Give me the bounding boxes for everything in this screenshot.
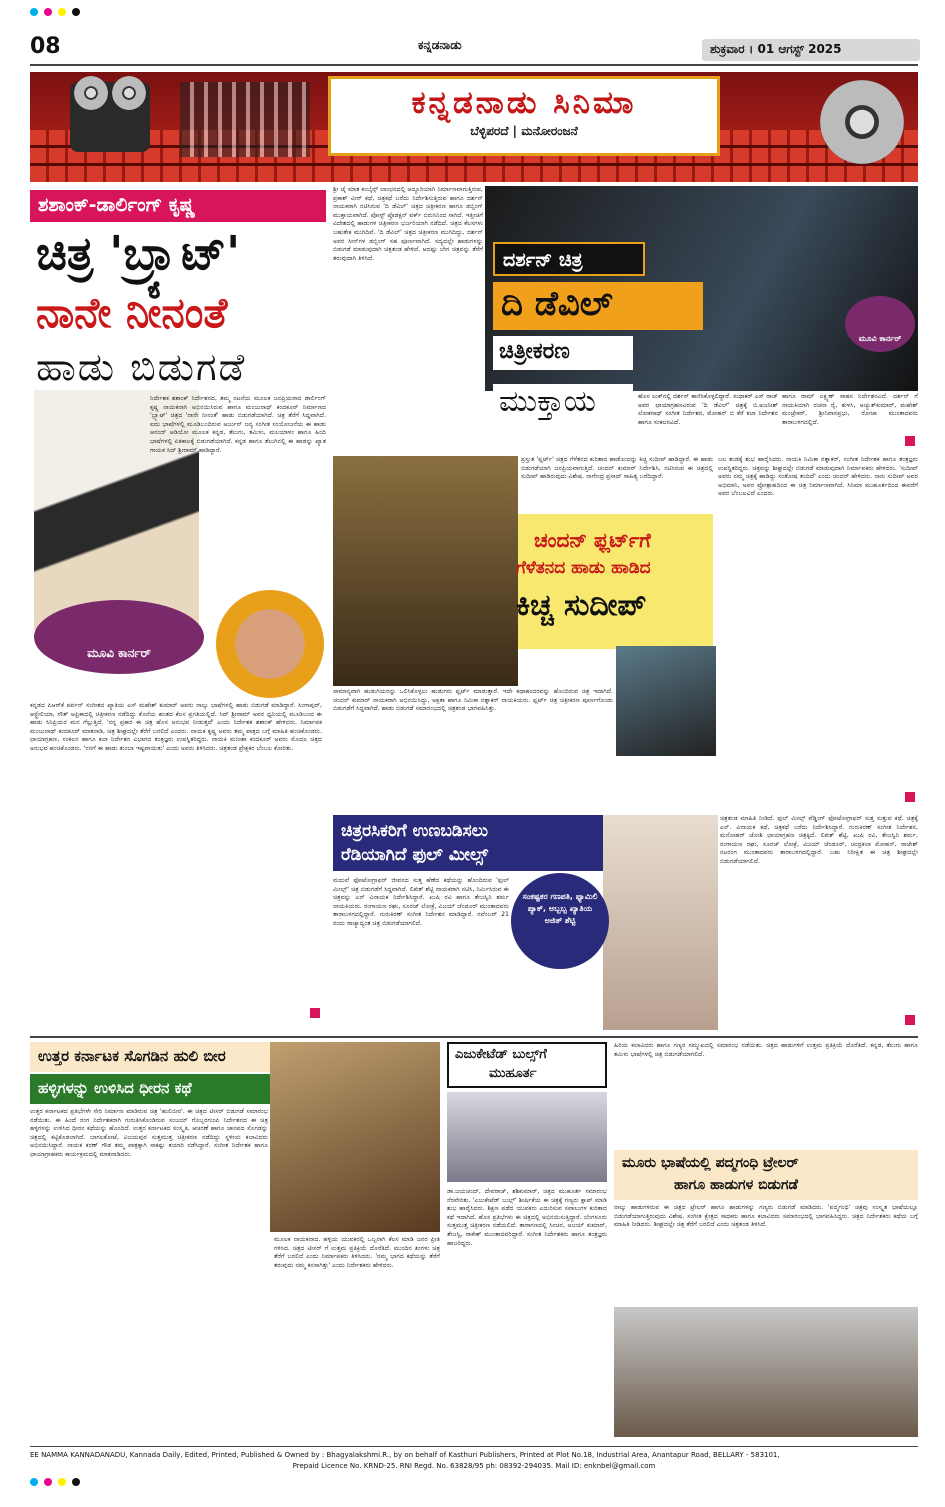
story-headline: ಹಾಡು ಬಿಡುಗಡೆ <box>36 345 247 389</box>
story-headline: ಗೆಳೆತನದ ಹಾಡು ಹಾಡಿದ <box>516 558 651 578</box>
story-col: ಬಲ ತಂಡಕ್ಕೆ ಶುಭ ಹಾರೈಸಿದರು. ನಾಯಕಿ ನಿಮಿಕಾ ರತ್ನಾಕರ್, ಸಂಗೀತ ನಿರ್ದೇಶಕ ಹಾಗೂ ತಂತ್ರಜ್ಞರು ಉಪಸ್ಥಿತರಿದ್ದರು. ಚಿತ್ರವನ್ನು ಶೀಘ್ರದಲ್ಲೇ ಬಿಡುಗಡೆ ಮಾಡುವುದಾಗಿ ನಿರ್ಮಾಪಕರು ಹೇಳಿದರು. 'ಸುದೀಪ್ ಅವರು ನಮ್ಮ ಚಿತ್ರಕ್ಕೆ ಹಾಡಿದ್ದು ಸಂತೋಷ ತಂದಿದೆ' ಎಂದು ಚಂದನ್ ಹೇಳಿದರು. ನಾನು ಸುದೀಪ್ ಅವರ ಅಭಿಮಾನಿ, ಅವರ ಪ್ರೋತ್ಸಾಹದಿಂದ ಈ ಚಿತ್ರ ನಿರ್ಮಾಣವಾಗಿದೆ. ಸಿನಿಮಾ ಮುಹೂರ್ತದಿಂದ ಈವರೆಗೆ ಅವರ ಬೆಂಬಲವಿದೆ ಎಂದರು. <box>718 456 918 498</box>
film-reel-icon <box>820 80 904 164</box>
date-label: ಶುಕ್ರವಾರ । 01 ಆಗಸ್ಟ್ 2025 <box>702 39 920 61</box>
story-huli-beera <box>30 1042 440 1442</box>
page-header <box>0 0 945 64</box>
story-educated-bulls <box>447 1042 607 1442</box>
story-headline: ಚಿತ್ರ 'ಬ್ರ್ಯಾಟ್' <box>36 226 241 280</box>
story-body: ಮೂಲಕ ನಾಯಕನಾದ. ಹಳ್ಳಿಯ ಯುವಕರಲ್ಲಿ ಒಬ್ಬನಾಗಿ ಕೆಲಸ ಮಾಡಿ ಜನರ ಪ್ರೀತಿ ಗಳಿಸಿದ. ಚಿತ್ರದ ಟೀಸರ್ ಗೆ ಉತ್ತಮ ಪ್ರತಿಕ್ರಿಯೆ ದೊರೆತಿದೆ. ಮುಂದಿನ ತಿಂಗಳು ಚಿತ್ರ ತೆರೆಗೆ ಬರಲಿದೆ ಎಂದು ನಿರ್ಮಾಪಕರು ತಿಳಿಸಿದರು. 'ನಮ್ಮ ಭಾಗದ ಕಥೆಯನ್ನು ತೆರೆಗೆ ತರುವುದು ನಮ್ಮ ಕನಸಾಗಿತ್ತು' ಎಂದು ನಿರ್ದೇಶಕರು ಹೇಳಿದರು. <box>274 1236 440 1269</box>
singer-photo <box>216 590 324 698</box>
banner-subtitle: ಬೆಳ್ಳಿಪರದೆ | ಮನೋರಂಜನೆ <box>470 124 578 138</box>
headline-box <box>614 1150 918 1200</box>
header-rule <box>30 64 918 66</box>
story-headline: ಹಾಗೂ ಹಾಡುಗಳ ಬಿಡುಗಡೆ <box>674 1177 798 1193</box>
story-col: ಹಿರಿಯ ಕಲಾವಿದರು ಹಾಗೂ ಗಣ್ಯರ ಸಮ್ಮುಖದಲ್ಲಿ ಸಮಾರಂಭ ನಡೆಯಿತು. ಚಿತ್ರದ ಹಾಡುಗಳಿಗೆ ಉತ್ತಮ ಪ್ರತಿಕ್ರಿಯೆ ದೊರೆತಿದೆ. ಕನ್ನಡ, ತೆಲುಗು ಹಾಗೂ ತಮಿಳು ಭಾಷೆಗಳಲ್ಲಿ ಚಿತ್ರ ಬಿಡುಗಡೆಯಾಗಲಿದೆ. <box>614 1042 918 1058</box>
story-headline: ಹಳ್ಳಿಗಳನ್ನು ಉಳಿಸಿದ ಧೀರನ ಕಥೆ <box>30 1074 360 1104</box>
film-strip-icon <box>180 82 310 157</box>
story-col: ಪ್ರಸ್ತುತ 'ಫ್ಲರ್ಟ್' ಚಿತ್ರದ ಗೆಳೆತನದ ಕುರಿತಾದ ಹಾಡೊಂದನ್ನು ಕಿಚ್ಚ ಸುದೀಪ್ ಹಾಡಿದ್ದಾರೆ. ಈ ಹಾಡು ಬಿಡುಗಡೆಯಾಗಿ ಜನಪ್ರಿಯವಾಗುತ್ತಿದೆ. ಚಂದನ್ ಕುಮಾರ್ ನಿರ್ದೇಶಿಸಿ, ನಟಿಸಿರುವ ಈ ಚಿತ್ರದಲ್ಲಿ ಸುದೀಪ್ ಹಾಡಿರುವುದು ವಿಶೇಷ. ನಾಗೇಂದ್ರ ಪ್ರಸಾದ್ ಸಾಹಿತ್ಯ ಬರೆದಿದ್ದಾರೆ. <box>521 456 713 481</box>
story-col: ಹಾಗೂ ರಾಮ್ ಲಕ್ಷ್ಮಣ್ ಸಾಹಸ ನಿರ್ದೇಶನವಿದೆ. ದರ್ಶನ್ ಗೆ ನಾಯಕಿಯಾಗಿ ರಚನಾ ರೈ, ತುಳಸಿ, ಅಚ್ಯುತ್‌ಕುಮಾರ್, ಮಹೇಶ್ ಮಂಜ್ರೇಕರ್, ಶ್ರೀನಿವಾಸಪ್ರಭು, ರೋಜಾ ಮುಂತಾದವರು ತಾರಾಬಳಗದಲ್ಲಿದೆ. <box>782 393 918 426</box>
story-headline: ಚಿತ್ರರಸಿಕರಿಗೆ ಉಣಬಡಿಸಲು <box>341 821 489 841</box>
color-registration-marks <box>30 8 915 16</box>
footer-licence: Prepaid Licence No. KRND-25. RNI Regd. No. 63828/95 ph: 08392-294035. Mail ID: enknbel@gmail.com <box>292 1462 656 1470</box>
headline-box <box>333 815 603 871</box>
story-col: ಚಿತ್ರತಂಡ ಮಾಹಿತಿ ನೀಡಿದೆ. ಫುಲ್ ಮೀಲ್ಸ್ ವೆಡ್ಡಿಂಗ್ ಫೋಟೋಗ್ರಾಫರ್ ಸುತ್ತ ಸುತ್ತುವ ಕಥೆ. ಚಿತ್ರಕ್ಕೆ ಎನ್. ವಿನಾಯಕ ಕಥೆ, ಚಿತ್ರಕಥೆ ಬರೆದು ನಿರ್ದೇಶಿಸಿದ್ದಾರೆ. ಗುರುಕಿರಣ್ ಸಂಗೀತ ನಿರ್ದೇಶನ, ಮನೋಹರ್ ಜೋಶಿ ಛಾಯಾಗ್ರಹಣ ಚಿತ್ರಕ್ಕಿದೆ. ಲಿಖಿತ್ ಶೆಟ್ಟಿ, ಖುಷಿ ರವಿ, ತೇಜಸ್ವಿನಿ ಶರ್ಮ, ರಂಗಾಯಣ ರಘು, ಸೂರಜ್ ಲೋಕ್ರೆ, ವಿಜಯ್ ಚೆಂಡೂರ್, ಚಂದ್ರಕಲಾ ಮೋಹನ್, ರಾಜೇಶ್ ನಟರಂಗ ಮುಂತಾದವರು ತಾರಾಬಳಗದಲ್ಲಿದ್ದಾರೆ. ಬಹು ನಿರೀಕ್ಷಿತ ಈ ಚಿತ್ರ ಶೀಘ್ರದಲ್ಲೇ ಬಿಡುಗಡೆಯಾಗಲಿದೆ. <box>720 815 918 865</box>
hero-with-ram-photo <box>270 1042 440 1232</box>
story-brat <box>30 190 326 1030</box>
story-headline: ಮುಹೂರ್ತ <box>489 1066 537 1081</box>
chandan-photo <box>616 646 716 756</box>
story-headline: ನಾನೇ ನೀನಂತೆ <box>36 288 228 337</box>
footer-rule <box>30 1446 918 1447</box>
story-col: ಮದುವೆ ಫೋಟೋಗ್ರಾಫರ್ ಜೀವನದ ಸುತ್ತ ಹೆಣೆದ ಕಥೆಯನ್ನು ಹೊಂದಿರುವ 'ಫುಲ್ ಮೀಲ್ಸ್' ಚಿತ್ರ ಬಿಡುಗಡೆಗೆ ಸಿದ್ಧವಾಗಿದೆ. ಲಿಖಿತ್ ಶೆಟ್ಟಿ ನಾಯಕರಾಗಿ ನಟಿಸಿ, ನಿರ್ಮಿಸಿರುವ ಈ ಚಿತ್ರವನ್ನು ಎನ್ ವಿನಾಯಕ ನಿರ್ದೇಶಿಸಿದ್ದಾರೆ. ಖುಷಿ ರವಿ ಹಾಗೂ ತೇಜಸ್ವಿನಿ ಶರ್ಮ ನಾಯಕಿಯರು. ರಂಗಾಯಣ ರಘು, ಸೂರಜ್ ಲೋಕ್ರೆ, ವಿಜಯ್ ಚೆಂಡೂರ್ ಮುಂತಾದವರು ತಾರಾಬಳಗದಲ್ಲಿದ್ದಾರೆ. ಗುರುಕಿರಣ್ ಸಂಗೀತ ನಿರ್ದೇಶನ ಮಾಡಿದ್ದಾರೆ. ನವೆಂಬರ್ 21 ರಂದು ರಾಜ್ಯಾದ್ಯಂತ ಚಿತ್ರ ಬಿಡುಗಡೆಯಾಗಲಿದೆ. <box>333 877 509 927</box>
story-headline: ಕಿಚ್ಚ ಸುದೀಪ್ <box>516 588 647 623</box>
story-flirt <box>333 456 918 808</box>
story-headline: ಎಜುಕೇಟೆಡ್ ಬುಲ್ಸ್‌ಗೆ <box>455 1047 547 1062</box>
film-camera-icon <box>70 82 150 152</box>
story-full-meals <box>333 815 918 1030</box>
section-rule <box>30 1036 918 1038</box>
story-intro: ನಿರ್ದೇಶಕ ಶಶಾಂಕ್ ನಿರ್ದೇಶನದ, ತಮ್ಮ ನಟನೆಯ ಮೂಲಕ ಜನಪ್ರಿಯರಾದ ಡಾರ್ಲಿಂಗ್ ಕೃಷ್ಣ ನಾಯಕನಾಗಿ ಅಭಿನಯಿಸಿರುವ ಹಾಗೂ ಮಂಜುನಾಥ್ ಕಂದಕೂರ್ ನಿರ್ಮಾಣದ 'ಬ್ರ್ಯಾಟ್' ಚಿತ್ರದ 'ನಾನೇ ನೀನಂತೆ' ಹಾಡು ಬಿಡುಗಡೆಯಾಗಿದೆ. ಚಿತ್ರ ತೆರೆಗೆ ಸಿದ್ದವಾಗಿದೆ. ಐದು ಭಾಷೆಗಳಲ್ಲಿ ಮೂಡಿಬಂದಿರುವ ಅರ್ಜುನ್ ಜನ್ಯ ಸಂಗೀತ ಸಂಯೋಜನೆಯ ಈ ಹಾಡು ಆನಂದ್ ಆಡಿಯೋ ಮೂಲಕ ಕನ್ನಡ, ತೆಲುಗು, ತಮಿಳು, ಮಲಯಾಳಂ ಹಾಗೂ ಹಿಂದಿ ಭಾಷೆಗಳಲ್ಲಿ ಏಕಕಾಲಕ್ಕೆ ಬಿಡುಗಡೆಯಾಗಿದೆ. ಕನ್ನಡ ಹಾಗೂ ತೆಲುಗಿನಲ್ಲಿ ಈ ಹಾಡನ್ನು ಖ್ಯಾತ ಗಾಯಕ ಸಿದ್ ಶ್ರೀರಾಮ್ ಹಾಡಿದ್ದಾರೆ. <box>150 395 326 454</box>
story-headline: ದಿ ಡೆವಿಲ್ <box>493 282 703 330</box>
headline-box <box>447 1042 607 1088</box>
story-col: ಹೊಸ ಲುಕ್‌ನಲ್ಲಿ ದರ್ಶನ್ ಕಾಣಿಸಿಕೊಳ್ಳಲಿದ್ದಾರೆ. ಸುಧಾಕರ್ ಎಸ್ ರಾಜ್ ಅವರ ಛಾಯಾಗ್ರಹಣವಿರುವ 'ದಿ ಡೆವಿಲ್' ಚಿತ್ರಕ್ಕೆ ಬಿ.ಅಜನೀಶ್ ಲೋಕನಾಥ್ ಸಂಗೀತ ನಿರ್ದೇಶನ, ಮೋಹನ್ ಬಿ ಕೆರೆ ಕಲಾ ನಿರ್ದೇಶನ ಹಾಗೂ ಸಂಕಲನವಿದೆ. <box>638 393 778 445</box>
headline-box <box>518 514 713 649</box>
story-body: ನಾಲ್ಕು ಹಾಡುಗಳಿರುವ ಈ ಚಿತ್ರದ ಟ್ರೇಲರ್ ಹಾಗೂ ಹಾಡುಗಳನ್ನು ಗಣ್ಯರು ಬಿಡುಗಡೆ ಮಾಡಿದರು. 'ಪದ್ಮಗಂಧಿ' ಚಿತ್ರವು ಸಂಸ್ಕೃತ ಭಾಷೆಯಲ್ಲೂ ಬಿಡುಗಡೆಯಾಗುತ್ತಿರುವುದು ವಿಶೇಷ. ಸಂಗೀತ ಕ್ಷೇತ್ರದ ಸಾಧಕರು ಹಾಗೂ ಕಲಾವಿದರು ಸಮಾರಂಭದಲ್ಲಿ ಭಾಗವಹಿಸಿದ್ದರು. ಚಿತ್ರದ ನಿರ್ದೇಶಕರು ಕಥೆಯ ಬಗ್ಗೆ ಮಾಹಿತಿ ನೀಡಿದರು. ಶೀಘ್ರದಲ್ಲೇ ಚಿತ್ರ ತೆರೆಗೆ ಬರಲಿದೆ ಎಂದು ಚಿತ್ರತಂಡ ತಿಳಿಸಿದೆ. <box>614 1204 918 1229</box>
story-kicker: ಶಶಾಂಕ್-ಡಾರ್ಲಿಂಗ್ ಕೃಷ್ಣ <box>30 190 326 222</box>
story-end-marker <box>905 792 915 802</box>
story-end-marker <box>905 436 915 446</box>
page-number: 08 <box>30 34 61 59</box>
banner-title: ಕನ್ನಡನಾಡು ಸಿನಿಮಾ <box>411 85 637 121</box>
story-end-marker <box>905 1015 915 1025</box>
story-padmagandhi <box>614 1042 918 1442</box>
story-devil <box>333 186 918 448</box>
color-registration-marks <box>30 1478 915 1486</box>
story-headline: ಉತ್ತರ ಕರ್ನಾಟಕ ಸೊಗಡಿನ ಹುಲಿ ಬೀರ <box>30 1042 360 1072</box>
movie-corner-badge: ಮೂವಿ ಕಾರ್ನರ್ <box>34 600 204 674</box>
story-col: ಸಾಮಾನ್ಯವಾಗಿ ಹುಡುಗಿಯರನ್ನು ಒಲಿಸಿಕೊಳ್ಳಲು ಹುಡುಗರು ಫ್ಲರ್ಟ್ ಮಾಡುತ್ತಾರೆ. ಇದೇ ಕಥಾಹಂದರವನ್ನು ಹೊಂದಿರುವ ಚಿತ್ರ ಇದಾಗಿದೆ. ಚಂದನ್ ಕುಮಾರ್ ನಾಯಕರಾಗಿ ಅಭಿನಯಿಸಿದ್ದು, ಅಕ್ಷತಾ ಹಾಗೂ ನಿಮಿಕಾ ರತ್ನಾಕರ್ ನಾಯಕಿಯರು. ಫ್ಲರ್ಟ್ ಚಿತ್ರ ಚಿತ್ರೀಕರಣ ಪೂರ್ಣಗೊಂಡು ಬಿಡುಗಡೆಗೆ ಸಿದ್ಧವಾಗಿದೆ. ಹಾಡು ಬಿಡುಗಡೆ ಸಮಾರಂಭದಲ್ಲಿ ಚಿತ್ರತಂಡ ಭಾಗವಹಿಸಿತ್ತು. <box>333 688 613 713</box>
footer-imprint: EE NAMMA KANNADANADU, Kannada Daily, Edited, Printed, Published & Owned by : Bhagyalakshmi.R., by on behalf of Kasthuri Publishers, Printed at Plot No.18, Industrial Area, Anantapur Road, BELLARY - 583101, <box>30 1451 780 1459</box>
story-body: ಉತ್ತರ ಕರ್ನಾಟಕದ ಪ್ರತಿಭೆಗಳೇ ಸೇರಿ ನಿರ್ಮಾಣ ಮಾಡಿರುವ ಚಿತ್ರ 'ಹುಲಿಬೀರ'. ಈ ಚಿತ್ರದ ಟೀಸರ್ ಬಿಡುಗಡೆ ಸಮಾರಂಭ ನಡೆಯಿತು. ಈ ಹಿಂದೆ ರಂಗ ನಿರ್ದೇಶಕರಾಗಿ ಗುರುತಿಸಿಕೊಂಡಿರುವ ಸಂಜಯ್ ಗೊಬ್ಬರಗುಂಪಿ ನಿರ್ದೇಶನದ ಈ ಚಿತ್ರ ಹಳ್ಳಿಗಳನ್ನು ಉಳಿಸಿದ ಧೀರನ ಕಥೆಯನ್ನು ಹೊಂದಿದೆ. ಉತ್ತರ ಕರ್ನಾಟಕದ ಸಂಸ್ಕೃತಿ, ಆಚರಣೆ ಹಾಗೂ ಜಾನಪದ ಸೊಗಡನ್ನು ಚಿತ್ರದಲ್ಲಿ ಕಟ್ಟಿಕೊಡಲಾಗಿದೆ. ಬಾಗಲಕೋಟೆ, ವಿಜಯಪುರ ಸುತ್ತಮುತ್ತ ಚಿತ್ರೀಕರಣ ನಡೆದಿದ್ದು ಸ್ಥಳೀಯ ಕಲಾವಿದರು ಅಭಿನಯಿಸಿದ್ದಾರೆ. ನಾಯಕ ಕರಣ್ ಗೌಡ ತಮ್ಮ ಪಾತ್ರಕ್ಕಾಗಿ ಸಾಕಷ್ಟು ತಯಾರಿ ನಡೆಸಿದ್ದಾರೆ. ಸಂಗೀತ ನಿರ್ದೇಶಕ ಹಾಗೂ ಛಾಯಾಗ್ರಾಹಕರು ಕಾರ್ಯಕ್ರಮದಲ್ಲಿ ಮಾತನಾಡಿದರು. <box>30 1108 268 1158</box>
event-group-photo <box>614 1307 918 1437</box>
story-headline: ಮೂರು ಭಾಷೆಯಲ್ಲಿ ಪದ್ಮಗಂಧಿ ಟ್ರೇಲರ್ <box>622 1155 799 1171</box>
banner-title-box <box>328 76 720 156</box>
muhurtha-photo <box>447 1092 607 1182</box>
cinema-banner <box>30 72 918 182</box>
cast-photo <box>603 815 718 1030</box>
story-kicker: ದರ್ಶನ್ ಚಿತ್ರ <box>493 242 645 276</box>
story-body: ಕನ್ನಡದ ಪಿಆರ್‌ಕೆ ಪರ್ವನ್ ಸಂಗೀತದ ಖ್ಯಾತಿಯ ಎಸ್ ಮಹೇಶ್ ಕುಮಾರ್ ಅವರು ನಾಲ್ಕು ಭಾಷೆಗಳಲ್ಲಿ ಹಾಡು ಬಿಡುಗಡೆ ಮಾಡಿದ್ದಾರೆ. ಸಿಂಗಾಪುರ್, ಆಸ್ಟ್ರೇಲಿಯಾ, ಸೌತ್ ಆಫ್ರಿಕಾದಲ್ಲಿ ಚಿತ್ರೀಕರಣ ನಡೆದಿದ್ದು ಕೊನೆಯ ಹಂತದ ಕೆಲಸ ಪ್ರಗತಿಯಲ್ಲಿದೆ. ಸಿದ್ ಶ್ರೀರಾಮ್ ಅವರ ಧ್ವನಿಯಲ್ಲಿ ಮೂಡಿಬಂದ ಈ ಹಾಡು ಸಿನಿಪ್ರಿಯರ ಮನ ಗೆಲ್ಲುತ್ತಿದೆ. 'ನನ್ನ ಪ್ರಕಾರ ಈ ಚಿತ್ರ ಹೊಸ ಅನುಭವ ನೀಡುತ್ತದೆ' ಎಂದು ನಿರ್ದೇಶಕ ಶಶಾಂಕ್ ಹೇಳಿದರು. ನಿರ್ಮಾಪಕ ಮಂಜುನಾಥ್ ಕಂದಕೂರ್ ಮಾತನಾಡಿ, ಚಿತ್ರ ಶೀಘ್ರದಲ್ಲೇ ತೆರೆಗೆ ಬರಲಿದೆ ಎಂದರು. ನಾಯಕ ಕೃಷ್ಣ ಅವರು ತಮ್ಮ ಪಾತ್ರದ ಬಗ್ಗೆ ಮಾಹಿತಿ ಹಂಚಿಕೊಂಡರು. ಛಾಯಾಗ್ರಹಣ, ಸಂಕಲನ ಹಾಗೂ ಕಲಾ ನಿರ್ದೇಶನ ವಿಭಾಗದ ತಂತ್ರಜ್ಞರು ಉಪಸ್ಥಿತರಿದ್ದರು. ನಾಯಕಿ ಮನೀಶಾ ಕಂದಕೂರ್ ಅವರು ಮೊದಲ ಚಿತ್ರದ ಅನುಭವ ಹಂಚಿಕೊಂಡರು. 'ನನಗೆ ಈ ಹಾಡು ತುಂಬಾ ಇಷ್ಟವಾಯಿತು' ಎಂದು ಅವರು ತಿಳಿಸಿದರು. ಚಿತ್ರತಂಡ ಪ್ರೇಕ್ಷಕರ ಬೆಂಬಲ ಕೋರಿತು. <box>30 702 322 752</box>
story-headline: ಚಿತ್ರೀಕರಣ <box>493 336 633 370</box>
story-headline: ಮುಕ್ತಾಯ <box>493 384 633 424</box>
story-headline: ಚಂದನ್ ಫ್ಲರ್ಟ್‌ಗೆ <box>534 528 651 552</box>
masthead: ಕನ್ನಡನಾಡು <box>418 38 462 52</box>
story-body: ಡಾ.ಜಯಚಂದ್, ದೇವರಾಜ್, ಶಶಿಕುಮಾರ್, ಚಿತ್ರದ ಮುಹೂರ್ತ ಸಮಾರಂಭ ನೆರವೇರಿತು. 'ಎಜುಕೇಟೆಡ್ ಬುಲ್ಸ್' ಶೀರ್ಷಿಕೆಯ ಈ ಚಿತ್ರಕ್ಕೆ ಗಣ್ಯರು ಕ್ಲಾಪ್ ಮಾಡಿ ಶುಭ ಹಾರೈಸಿದರು. ಶಿಕ್ಷಣ ಪಡೆದ ಯುವಕರು ಎದುರಿಸುವ ಸವಾಲುಗಳ ಕುರಿತಾದ ಕಥೆ ಇದಾಗಿದೆ. ಹೊಸ ಪ್ರತಿಭೆಗಳು ಈ ಚಿತ್ರದಲ್ಲಿ ಅಭಿನಯಿಸುತ್ತಿದ್ದಾರೆ. ಬೆಂಗಳೂರು ಸುತ್ತಮುತ್ತ ಚಿತ್ರೀಕರಣ ನಡೆಯಲಿದೆ. ತಾರಾಗಣದಲ್ಲಿ ಸಿಂಚನ, ಅಜಯ್ ಕುಮಾರ್, ತೇಜಸ್ವಿ, ರಾಕೇಶ್ ಮುಂತಾದವರಿದ್ದಾರೆ. ಸಂಗೀತ ನಿರ್ದೇಶಕರು ಹಾಗೂ ತಂತ್ರಜ್ಞರು ಹಾಜರಿದ್ದರು. <box>447 1188 607 1247</box>
story-headline: ರೆಡಿಯಾಗಿದೆ ಫುಲ್ ಮೀಲ್ಸ್ <box>341 845 489 865</box>
tagline-badge: ಸಂಕಷ್ಟಕರ ಗಣಪತಿ, ಫ್ಯಾಮಿಲಿ ಪ್ಯಾಕ್, ಅಬ್ಬಬ್ಬ ಖ್ಯಾತಿಯ ಅಜಿತ್ ಶೆಟ್ಟಿ <box>511 873 609 969</box>
movie-corner-badge: ಮೂವಿ ಕಾರ್ನರ್ <box>845 296 915 352</box>
story-col: ಶ್ರೀ ಜೈ ಮಾತ ಕಂಬೈನ್ಸ್ ಲಾಂಛನದಲ್ಲಿ ಅದ್ದೂರಿಯಾಗಿ ನಿರ್ಮಾಣವಾಗುತ್ತಿರುವ, ಪ್ರಕಾಶ್ ವೀರ್ ಕಥೆ, ಚಿತ್ರಕಥೆ ಬರೆದು ನಿರ್ದೇಶಿಸುತ್ತಿರುವ ಹಾಗೂ ದರ್ಶನ್ ನಾಯಕರಾಗಿ ನಟಿಸಿರುವ 'ದಿ ಡೆವಿಲ್' ಚಿತ್ರದ ಚಿತ್ರೀಕರಣ ಹಾಗೂ ಡಬ್ಬಿಂಗ್ ಮುಕ್ತಾಯವಾಗಿದೆ. ಪೋಸ್ಟ್ ಪ್ರೊಡಕ್ಷನ್ ವರ್ಕ್ ಬಿರುಸಿನಿಂದ ಸಾಗಿದೆ. ಇತ್ತೀಚಿಗೆ ವಿದೇಶದಲ್ಲಿ ಹಾಡುಗಳ ಚಿತ್ರೀಕರಣ ಭರ್ಜರಿಯಾಗಿ ನಡೆದಿದೆ. ಚಿತ್ರದ ಕೆಲಸಗಳು ಬಹುತೇಕ ಮುಗಿದಿವೆ. 'ದಿ ಡೆವಿಲ್' ಚಿತ್ರದ ಚಿತ್ರೀಕರಣ ಮುಗಿದಿದ್ದು, ದರ್ಶನ್ ಅವರ ಸೀನ್‌ಗಳ ಡಬ್ಬಿಂಗ್ ಸಹ ಪೂರ್ಣವಾಗಿದೆ. ಸದ್ಯದಲ್ಲೇ ಹಾಡುಗಳನ್ನು ಬಿಡುಗಡೆ ಮಾಡುವುದಾಗಿ ಚಿತ್ರತಂಡ ಹೇಳಿದೆ. ಆದಷ್ಟು ಬೇಗ ಚಿತ್ರವನ್ನು ತೆರೆಗೆ ತರುವುದಾಗಿ ತಿಳಿಸಿದೆ. <box>333 186 483 262</box>
sudeep-photo <box>333 456 518 686</box>
story-end-marker <box>310 1008 320 1018</box>
